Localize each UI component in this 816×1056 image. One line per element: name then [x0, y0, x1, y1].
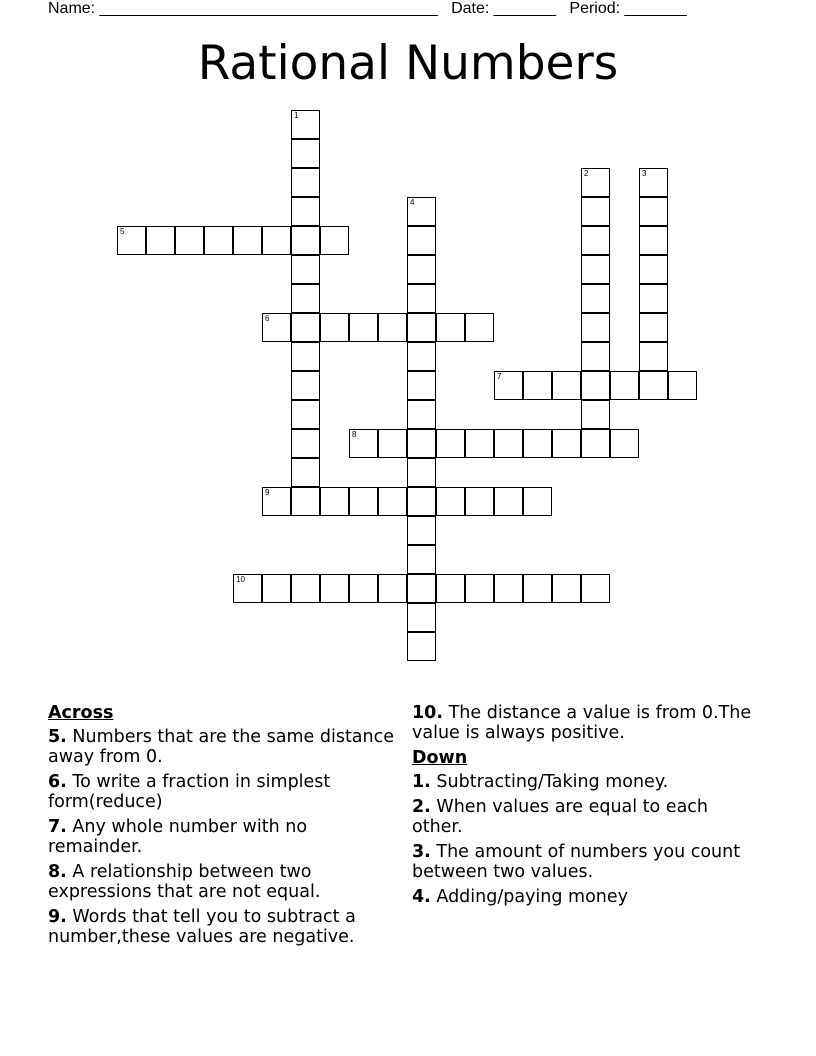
clue-number-4: 4 — [410, 198, 415, 207]
crossword-cell[interactable] — [465, 574, 494, 603]
crossword-cell[interactable] — [407, 516, 436, 545]
clue-across-9: 9. Words that tell you to subtract a number,these values are negative. — [48, 907, 356, 947]
crossword-cell[interactable] — [581, 342, 610, 371]
crossword-cell[interactable] — [407, 400, 436, 429]
crossword-cell[interactable] — [378, 487, 407, 516]
crossword-cell[interactable] — [494, 429, 523, 458]
crossword-cell[interactable] — [581, 168, 610, 197]
crossword-cell[interactable] — [581, 255, 610, 284]
crossword-cell[interactable] — [291, 255, 320, 284]
crossword-cell[interactable] — [581, 197, 610, 226]
crossword-cell[interactable] — [610, 429, 639, 458]
clue-down-4: 4. Adding/paying money — [412, 887, 629, 907]
crossword-cell[interactable] — [407, 458, 436, 487]
clue-number-5: 5 — [120, 227, 125, 236]
clue-across-8: 8. A relationship between two expressions that are not equal. — [48, 862, 321, 902]
date-field-label[interactable]: Date: _______ — [451, 0, 557, 17]
crossword-cell[interactable] — [291, 197, 320, 226]
crossword-cell[interactable] — [407, 284, 436, 313]
crossword-cell[interactable] — [320, 487, 349, 516]
crossword-cell[interactable] — [581, 226, 610, 255]
clue-number-2: 2 — [584, 169, 589, 178]
crossword-cell[interactable] — [291, 400, 320, 429]
crossword-cell[interactable] — [291, 458, 320, 487]
crossword-cell[interactable] — [407, 371, 436, 400]
crossword-cell[interactable] — [581, 574, 610, 603]
crossword-cell[interactable] — [465, 487, 494, 516]
crossword-cell[interactable] — [262, 487, 291, 516]
crossword-cell[interactable] — [581, 429, 610, 458]
crossword-cell[interactable] — [204, 226, 233, 255]
crossword-cell[interactable] — [639, 197, 668, 226]
crossword-cell[interactable] — [378, 574, 407, 603]
clue-across-10: 10. The distance a value is from 0.The value is always positive. — [412, 703, 752, 743]
clue-down-3: 3. The amount of numbers you count between two values. — [412, 842, 741, 882]
crossword-cell[interactable] — [233, 574, 262, 603]
clue-number-3: 3 — [642, 169, 647, 178]
crossword-cell[interactable] — [320, 574, 349, 603]
crossword-cell[interactable] — [320, 226, 349, 255]
clue-across-6: 6. To write a fraction in simplest form(reduce) — [48, 772, 331, 812]
crossword-cell[interactable] — [233, 226, 262, 255]
crossword-cell[interactable] — [523, 487, 552, 516]
crossword-cell[interactable] — [639, 226, 668, 255]
crossword-cell[interactable] — [552, 574, 581, 603]
crossword-cell[interactable] — [407, 342, 436, 371]
crossword-cell[interactable] — [291, 429, 320, 458]
crossword-cell[interactable] — [465, 313, 494, 342]
crossword-cell[interactable] — [581, 371, 610, 400]
crossword-cell[interactable] — [262, 226, 291, 255]
crossword-cell[interactable] — [146, 226, 175, 255]
crossword-cell[interactable] — [639, 255, 668, 284]
crossword-cell[interactable] — [494, 371, 523, 400]
crossword-cell[interactable] — [407, 545, 436, 574]
crossword-cell[interactable] — [639, 168, 668, 197]
crossword-cell[interactable] — [349, 574, 378, 603]
clue-across-7: 7. Any whole number with no remainder. — [48, 817, 308, 857]
crossword-cell[interactable] — [291, 574, 320, 603]
across-heading: Across — [48, 703, 114, 723]
crossword-cell[interactable] — [407, 429, 436, 458]
crossword-cell[interactable] — [639, 371, 668, 400]
crossword-cell[interactable] — [407, 197, 436, 226]
clue-down-1: 1. Subtracting/Taking money. — [412, 772, 669, 792]
crossword-cell[interactable] — [117, 226, 146, 255]
clue-number-6: 6 — [265, 314, 270, 323]
crossword-cell[interactable] — [378, 313, 407, 342]
crossword-cell[interactable] — [465, 429, 494, 458]
crossword-cell[interactable] — [291, 371, 320, 400]
crossword-cell[interactable] — [291, 313, 320, 342]
crossword-cell[interactable] — [407, 574, 436, 603]
crossword-cell[interactable] — [494, 574, 523, 603]
crossword-cell[interactable] — [436, 574, 465, 603]
crossword-cell[interactable] — [262, 313, 291, 342]
crossword-cell[interactable] — [552, 371, 581, 400]
crossword-cell[interactable] — [291, 342, 320, 371]
crossword-cell[interactable] — [291, 284, 320, 313]
clue-number-1: 1 — [294, 111, 299, 120]
crossword-cell[interactable] — [407, 313, 436, 342]
period-field-label[interactable]: Period: _______ — [569, 0, 687, 17]
crossword-cell[interactable] — [668, 371, 697, 400]
crossword-cell[interactable] — [581, 400, 610, 429]
crossword-cell[interactable] — [349, 429, 378, 458]
clues-left-column — [48, 703, 398, 952]
crossword-cell[interactable] — [639, 284, 668, 313]
clue-number-7: 7 — [497, 372, 502, 381]
clue-number-8: 8 — [352, 430, 357, 439]
clue-across-5: 5. Numbers that are the same distance away from 0. — [48, 727, 395, 767]
crossword-cell[interactable] — [378, 429, 407, 458]
crossword-cell[interactable] — [407, 603, 436, 632]
crossword-cell[interactable] — [291, 487, 320, 516]
crossword-cell[interactable] — [552, 429, 581, 458]
clues-right-column — [412, 703, 762, 912]
crossword-cell[interactable] — [436, 429, 465, 458]
crossword-cell[interactable] — [523, 429, 552, 458]
crossword-cell[interactable] — [639, 342, 668, 371]
down-heading: Down — [412, 748, 468, 768]
crossword-cell[interactable] — [291, 226, 320, 255]
clue-number-9: 9 — [265, 488, 270, 497]
crossword-cell[interactable] — [494, 487, 523, 516]
crossword-cell[interactable] — [407, 255, 436, 284]
crossword-cell[interactable] — [407, 226, 436, 255]
crossword-cell[interactable] — [291, 139, 320, 168]
crossword-cell[interactable] — [407, 487, 436, 516]
crossword-cell[interactable] — [639, 313, 668, 342]
crossword-cell[interactable] — [523, 371, 552, 400]
crossword-cell[interactable] — [581, 313, 610, 342]
crossword-cell[interactable] — [320, 313, 349, 342]
crossword-cell[interactable] — [436, 487, 465, 516]
crossword-cell[interactable] — [349, 313, 378, 342]
name-field-label[interactable]: Name: ______________________________________ — [48, 0, 438, 17]
crossword-cell[interactable] — [291, 110, 320, 139]
clue-down-2: 2. When values are equal to each other. — [412, 797, 709, 837]
crossword-cell[interactable] — [407, 632, 436, 661]
crossword-cell[interactable] — [262, 574, 291, 603]
crossword-cell[interactable] — [175, 226, 204, 255]
crossword-cell[interactable] — [436, 313, 465, 342]
crossword-cell[interactable] — [581, 284, 610, 313]
crossword-cell[interactable] — [610, 371, 639, 400]
crossword-cell[interactable] — [523, 574, 552, 603]
crossword-cell[interactable] — [349, 487, 378, 516]
clue-number-10: 10 — [236, 575, 245, 584]
page-title: Rational Numbers — [197, 36, 619, 91]
crossword-cell[interactable] — [291, 168, 320, 197]
